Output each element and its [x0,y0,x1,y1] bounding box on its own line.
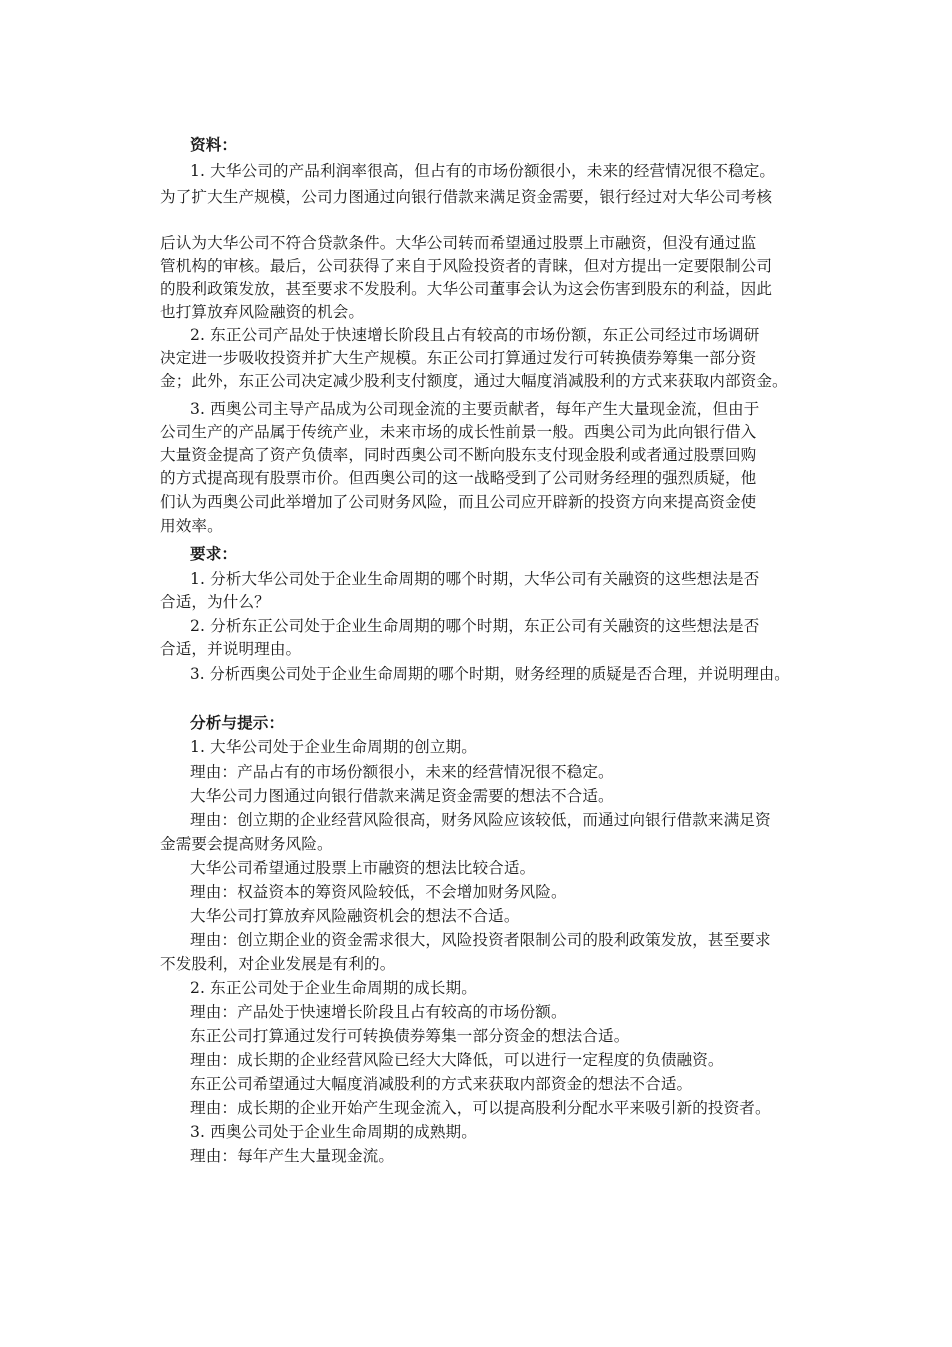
analysis-line: 理由：成长期的企业经营风险已经大大降低，可以进行一定程度的负债融资。 [190,1051,724,1069]
analysis-line: 大华公司希望通过股票上市融资的想法比较合适。 [190,859,536,877]
materials-heading: 资料： [190,135,238,154]
materials-line: 大量资金提高了资产负债率，同时西奥公司不断向股东支付现金股利或者通过股票回购 [160,446,757,464]
requirements-line: 3. 分析西奥公司处于企业生命周期的哪个时期，财务经理的质疑是否合理，并说明理由。 [190,665,790,683]
requirements-line: 2. 分析东正公司处于企业生命周期的哪个时期，东正公司有关融资的这些想法是否 [190,617,760,635]
materials-line: 用效率。 [160,517,223,535]
materials-line: 管机构的审核。最后，公司获得了来自于风险投资者的青睐，但对方提出一定要限制公司 [160,257,773,275]
analysis-line: 3. 西奥公司处于企业生命周期的成熟期。 [190,1123,477,1141]
analysis-line: 理由：产品占有的市场份额很小，未来的经营情况很不稳定。 [190,763,614,781]
analysis-line: 东正公司希望通过大幅度消减股利的方式来获取内部资金的想法不合适。 [190,1075,693,1093]
materials-line: 金；此外，东正公司决定减少股利支付额度，通过大幅度消减股利的方式来获取内部资金。 [160,372,788,390]
materials-line: 后认为大华公司不符合贷款条件。大华公司转而希望通过股票上市融资，但没有通过监 [160,234,757,252]
materials-line: 的股利政策发放，甚至要求不发股利。大华公司董事会认为这会伤害到股东的利益，因此 [160,280,773,298]
analysis-line: 理由：创立期企业的资金需求很大，风险投资者限制公司的股利政策发放，甚至要求 [190,931,771,949]
analysis-line: 理由：成长期的企业开始产生现金流入，可以提高股利分配水平来吸引新的投资者。 [190,1099,771,1117]
analysis-heading: 分析与提示： [190,713,285,732]
materials-line: 3. 西奥公司主导产品成为公司现金流的主要贡献者，每年产生大量现金流，但由于 [190,400,760,418]
analysis-line: 1. 大华公司处于企业生命周期的创立期。 [190,738,477,756]
materials-line: 1. 大华公司的产品利润率很高，但占有的市场份额很小，未来的经营情况很不稳定。 [190,162,776,180]
materials-line: 的方式提高现有股票市价。但西奥公司的这一战略受到了公司财务经理的强烈质疑，他 [160,469,757,487]
requirements-line: 合适，并说明理由。 [160,640,302,658]
analysis-line: 2. 东正公司处于企业生命周期的成长期。 [190,979,477,997]
requirements-line: 1. 分析大华公司处于企业生命周期的哪个时期，大华公司有关融资的这些想法是否 [190,570,760,588]
analysis-line: 理由：产品处于快速增长阶段且占有较高的市场份额。 [190,1003,567,1021]
analysis-line: 大华公司力图通过向银行借款来满足资金需要的想法不合适。 [190,787,614,805]
requirements-heading: 要求： [190,544,238,563]
analysis-line: 大华公司打算放弃风险融资机会的想法不合适。 [190,907,520,925]
analysis-line: 理由：创立期的企业经营风险很高，财务风险应该较低，而通过向银行借款来满足资 [190,811,771,829]
materials-line: 们认为西奥公司此举增加了公司财务风险，而且公司应开辟新的投资方向来提高资金使 [160,493,757,511]
analysis-line: 理由：每年产生大量现金流。 [190,1147,395,1165]
requirements-line: 合适，为什么？ [160,593,270,611]
materials-line: 为了扩大生产规模，公司力图通过向银行借款来满足资金需要，银行经过对大华公司考核 [160,188,773,206]
analysis-line: 东正公司打算通过发行可转换债券筹集一部分资金的想法合适。 [190,1027,630,1045]
analysis-line: 金需要会提高财务风险。 [160,835,333,853]
materials-line: 决定进一步吸收投资并扩大生产规模。东正公司打算通过发行可转换债券筹集一部分资 [160,349,757,367]
materials-line: 也打算放弃风险融资的机会。 [160,303,365,321]
materials-line: 2. 东正公司产品处于快速增长阶段且占有较高的市场份额，东正公司经过市场调研 [190,326,760,344]
analysis-line: 不发股利，对企业发展是有利的。 [160,955,396,973]
materials-line: 公司生产的产品属于传统产业，未来市场的成长性前景一般。西奥公司为此向银行借入 [160,423,757,441]
analysis-line: 理由：权益资本的筹资风险较低，不会增加财务风险。 [190,883,567,901]
